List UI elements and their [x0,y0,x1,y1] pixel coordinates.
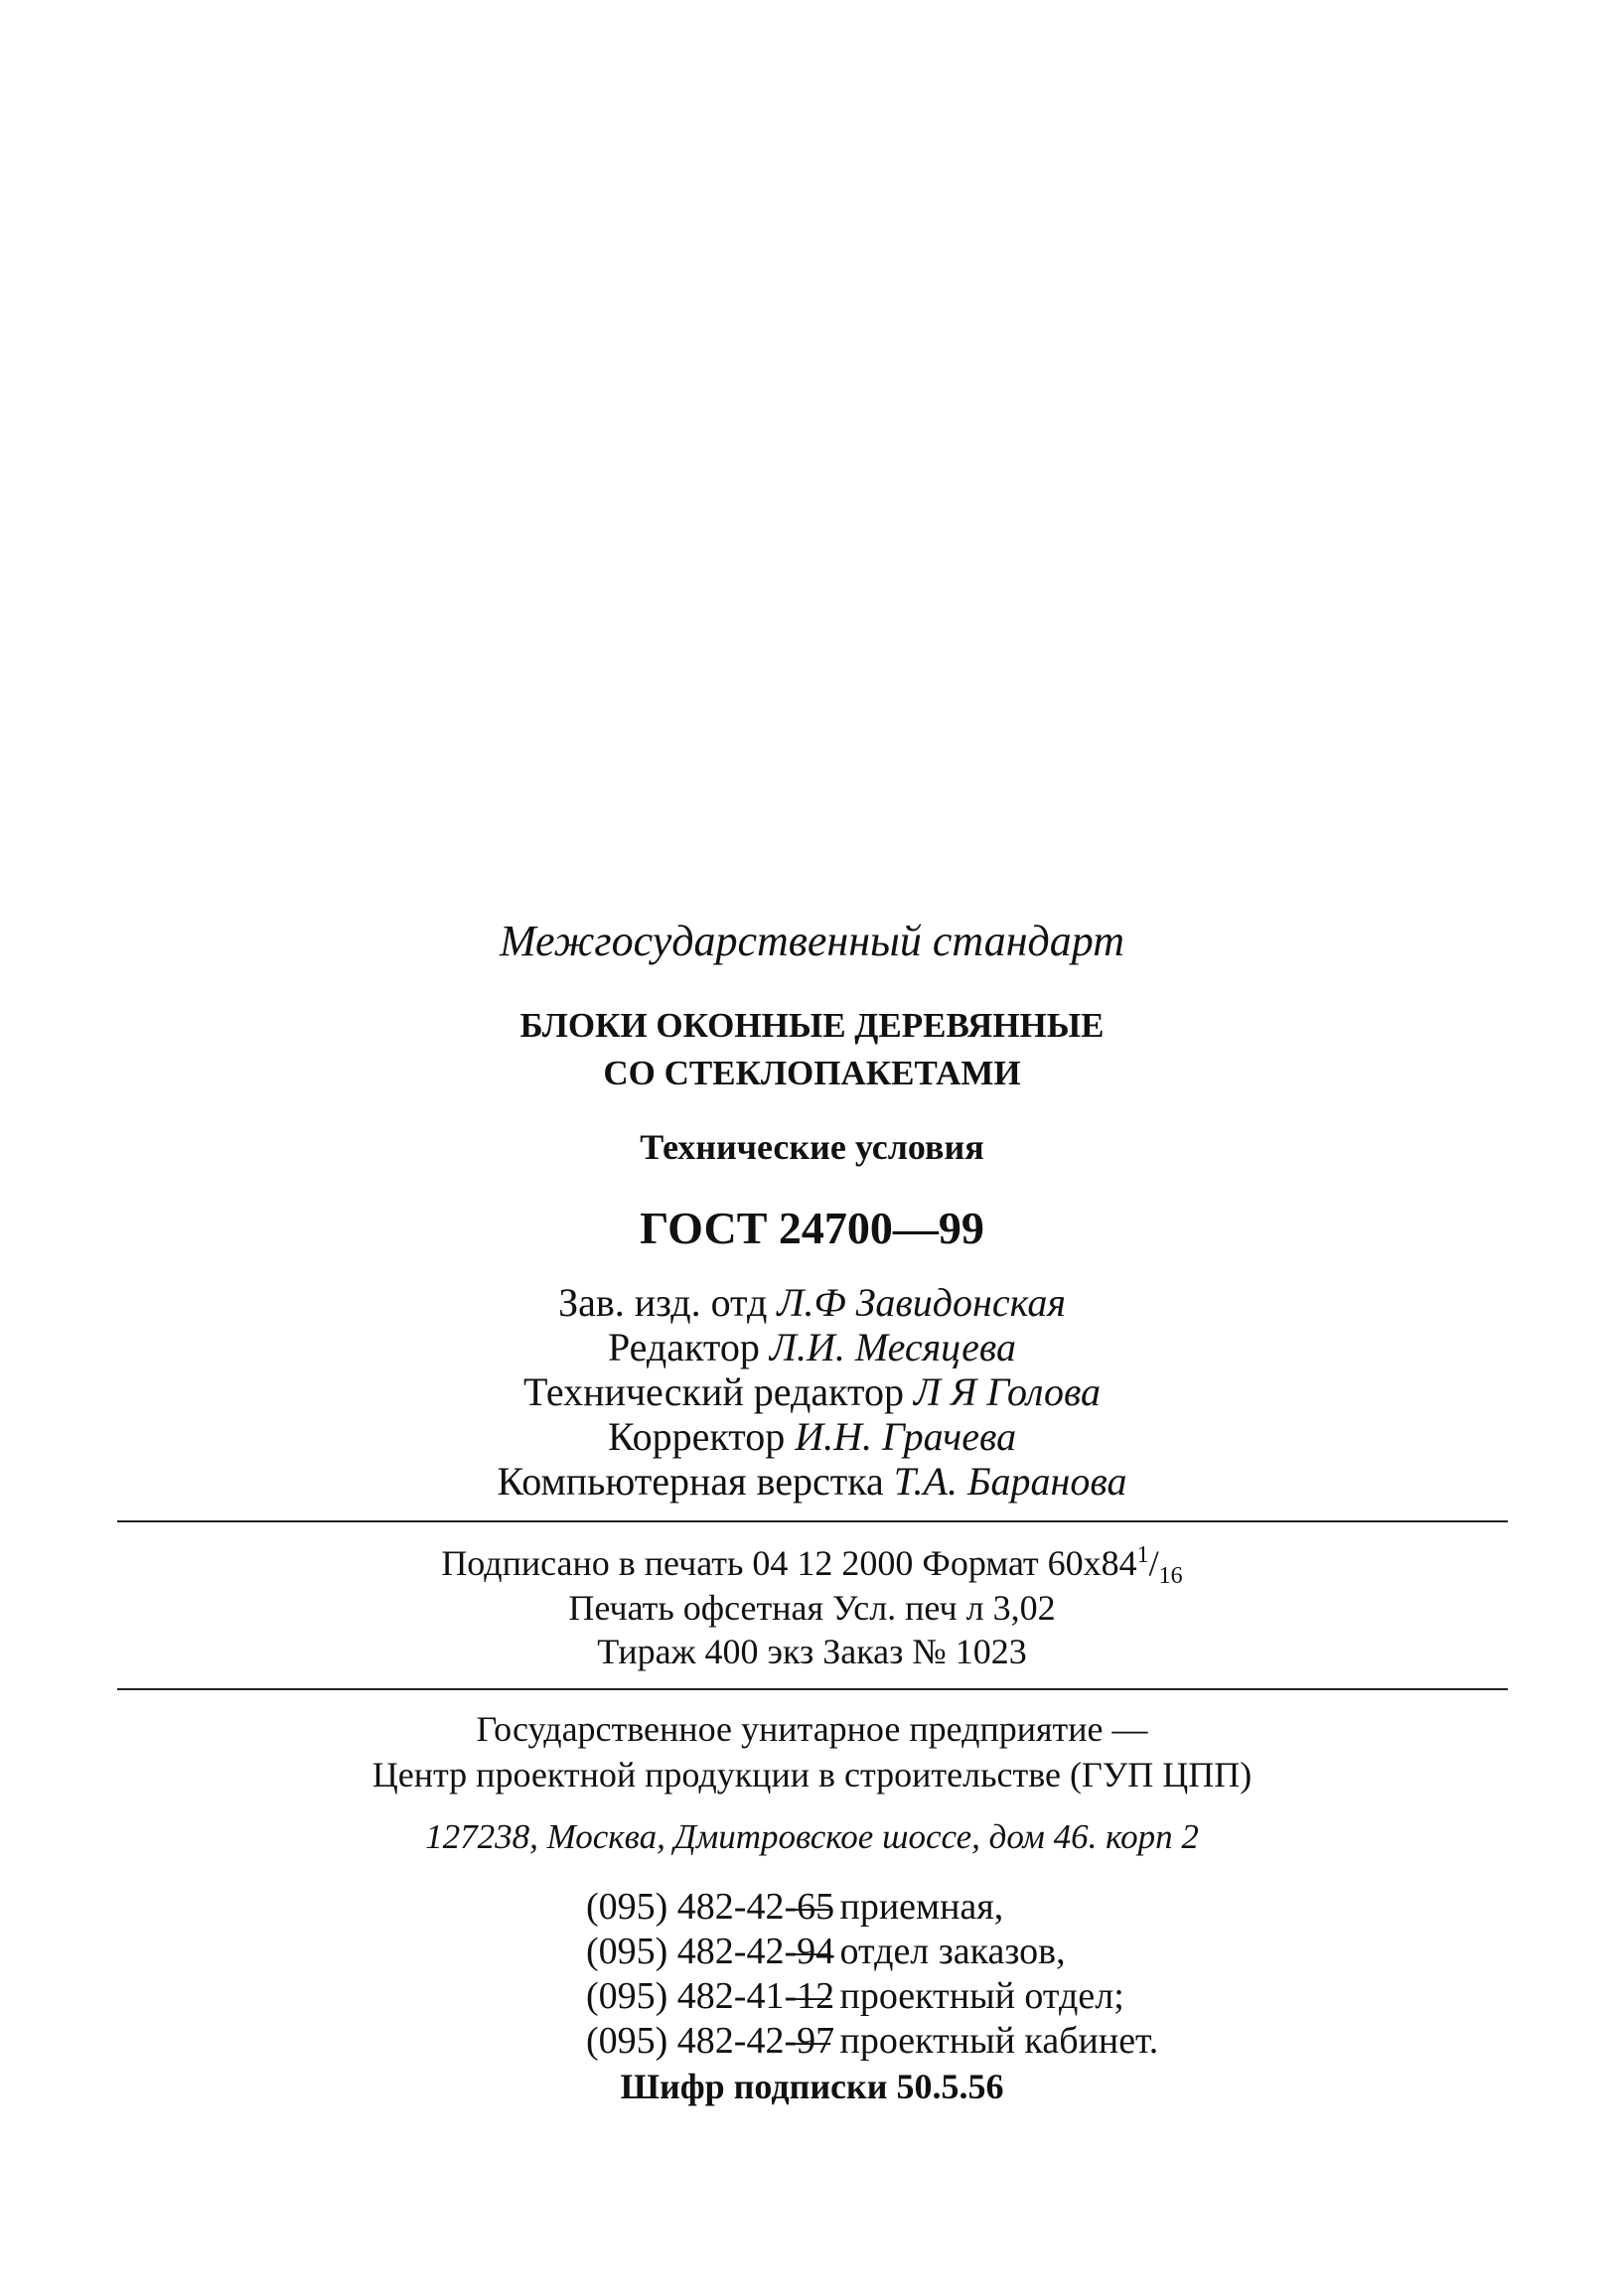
staff-line [0,1413,1624,1460]
staff-role: Зав. изд. отд [558,1280,768,1325]
staff-name: Л.И. Месяцева [769,1325,1017,1369]
staff-role: Компьютерная верстка [497,1459,884,1504]
divider-bottom [117,1688,1508,1690]
subscription-code: Шифр подписки 50.5.56 [620,2067,1004,2106]
staff-name: Л.Ф Завидонская [777,1280,1066,1325]
contact-description: — проектный отдел; [793,1975,1124,2017]
format-denominator: 16 [1158,1563,1183,1590]
divider-top [117,1520,1508,1522]
print-signed: Подписано в печать 04 12 2000 Формат 60х84 [441,1543,1137,1583]
contact-description: — отдел заказов, [793,1931,1066,1972]
publisher-line-2: Центр проектной продукции в строительстве (ГУП ЦПП) [371,1755,1253,1794]
contact-phone: (095) 482-42-94 [586,1931,835,1972]
staff-role: Технический редактор [522,1369,904,1414]
print-line-3: Тираж 400 экз Заказ № 1023 [597,1632,1027,1671]
standard-type: Межгосударственный стандарт [500,917,1124,965]
publisher-address: 127238, Москва, Дмитровское шоссе, дом 46. корп 2 [425,1817,1199,1856]
staff-name: И.Н. Грачева [795,1414,1017,1459]
contact-phone: (095) 482-42-65 [586,1886,835,1928]
staff-line [0,1368,1624,1415]
print-signed-line: Подписано в печать 04 12 2000 Формат $60х84^1/_{16}$ [441,1542,1183,1590]
staff-line [0,1458,1624,1505]
staff-name: Л Я Голова [913,1369,1102,1414]
publisher-line-1: Государственное унитарное предприятие — [476,1709,1148,1749]
staff-role: Корректор [607,1414,786,1459]
format-numerator: 1 [1136,1542,1149,1568]
document-subtitle: Технические условия [640,1127,984,1167]
contact-phone: (095) 482-42-97 [586,2020,835,2062]
staff-line [0,1324,1624,1370]
contact-description: — проектный кабинет. [793,2020,1159,2062]
print-line-2: Печать офсетная Усл. печ л 3,02 [568,1588,1056,1628]
title-line-1: БЛОКИ ОКОННЫЕ ДЕРЕВЯННЫЕ [519,1006,1105,1045]
staff-name: Т.А. Баранова [893,1459,1127,1504]
contact-phone: (095) 482-41-12 [586,1975,835,2017]
contact-description: — приемная, [793,1886,1004,1928]
title-line-2: СО СТЕКЛОПАКЕТАМИ [603,1054,1021,1092]
staff-line [0,1279,1624,1326]
staff-role: Редактор [607,1325,760,1369]
gost-number: ГОСТ 24700—99 [640,1203,984,1253]
